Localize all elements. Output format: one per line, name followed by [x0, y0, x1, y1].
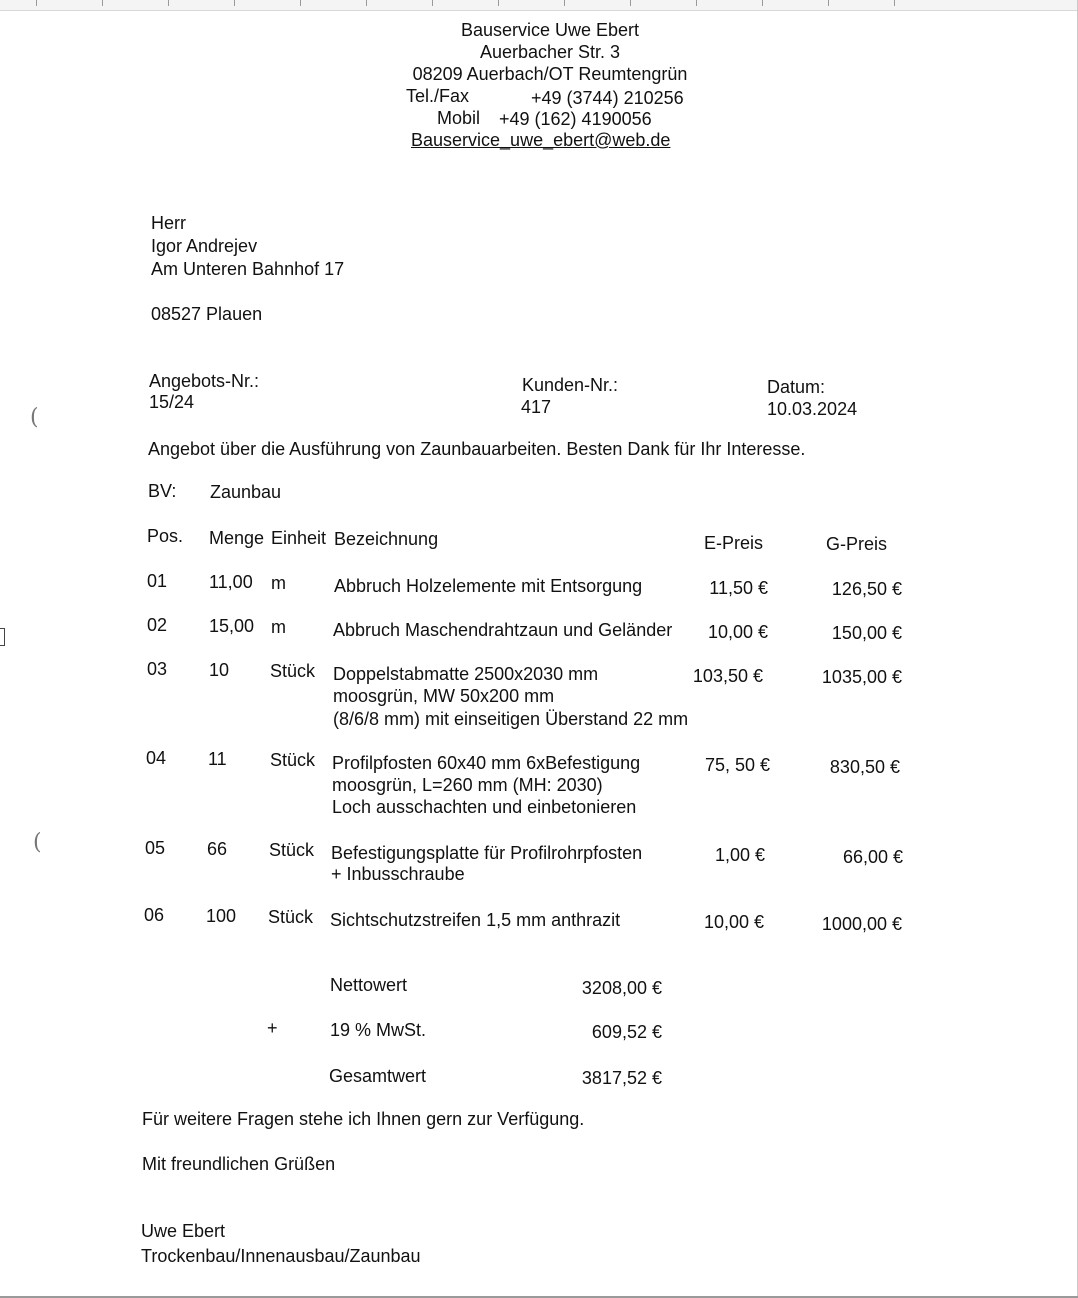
- project-value: Zaunbau: [210, 482, 282, 502]
- row-unit-price: 11,50 €: [709, 578, 768, 598]
- page-ruler: [0, 0, 1078, 11]
- gross-value: 3817,52 €: [581, 1068, 662, 1088]
- ruler-tick: [36, 0, 37, 6]
- row-qty: 11: [208, 749, 227, 769]
- row-unit-price: 1,00 €: [714, 845, 765, 865]
- tel-number: +49 (3744) 210256: [531, 88, 684, 108]
- vat-plus-sign: +: [267, 1018, 278, 1038]
- page-side-marker: [0, 628, 5, 646]
- row-unit-price: 103,50 €: [692, 666, 763, 686]
- gross-label: Gesamtwert: [329, 1066, 427, 1086]
- ruler-tick: [432, 0, 433, 6]
- ruler-tick: [564, 0, 565, 6]
- scan-artifact-mark: (: [30, 405, 39, 430]
- row-qty: 15,00: [209, 616, 255, 636]
- row-unit: Stück: [269, 840, 315, 860]
- row-qty: 66: [207, 839, 228, 859]
- project-label: BV:: [148, 481, 177, 501]
- row-total-price: 1000,00 €: [821, 914, 902, 934]
- row-desc-line: Doppelstabmatte 2500x2030 mm: [333, 664, 599, 684]
- row-pos: 04: [146, 748, 167, 768]
- vat-label: 19 % MwSt.: [330, 1020, 427, 1040]
- header-unit-price: E-Preis: [704, 533, 764, 553]
- row-unit: Stück: [268, 907, 314, 927]
- row-desc-line: Loch ausschachten und einbetonieren: [332, 797, 637, 817]
- ruler-tick: [498, 0, 499, 6]
- header-total-price: G-Preis: [826, 534, 888, 554]
- date-value: 10.03.2024: [767, 399, 858, 419]
- recipient-salutation: Herr: [151, 213, 186, 233]
- row-unit: m: [271, 617, 286, 637]
- vat-value: 609,52 €: [591, 1022, 662, 1042]
- ruler-tick: [168, 0, 169, 6]
- ruler-tick: [828, 0, 829, 6]
- row-unit: Stück: [270, 661, 316, 681]
- row-qty: 10: [209, 660, 230, 680]
- company-city: 08209 Auerbach/OT Reumtengrün: [412, 64, 688, 84]
- row-pos: 03: [147, 659, 168, 679]
- row-total-price: 1035,00 €: [821, 667, 902, 687]
- row-desc-line: moosgrün, MW 50x200 mm: [333, 686, 555, 706]
- row-unit-price: 10,00 €: [703, 912, 764, 932]
- row-desc-line: Abbruch Holzelemente mit Entsorgung: [334, 576, 643, 596]
- row-desc-line: Sichtschutzstreifen 1,5 mm anthrazit: [330, 910, 621, 930]
- ruler-tick: [300, 0, 301, 6]
- header-pos: Pos.: [147, 526, 184, 546]
- row-unit: Stück: [270, 750, 316, 770]
- intro-text: Angebot über die Ausführung von Zaunbauarbeiten. Besten Dank für Ihr Interesse.: [148, 439, 806, 459]
- sender-name: Uwe Ebert: [141, 1221, 226, 1241]
- row-unit: m: [271, 573, 286, 593]
- row-qty: 11,00: [209, 572, 253, 592]
- header-unit: Einheit: [271, 528, 327, 548]
- recipient-street: Am Unteren Bahnhof 17: [151, 259, 345, 279]
- customer-number-value: 417: [521, 397, 552, 417]
- row-desc-line: Abbruch Maschendrahtzaun und Geländer: [333, 620, 673, 640]
- offer-number-label: Angebots-Nr.:: [149, 371, 260, 391]
- row-desc-line: + Inbusschraube: [331, 864, 465, 884]
- row-qty: 100: [206, 906, 237, 926]
- row-total-price: 66,00 €: [842, 847, 903, 867]
- customer-number-label: Kunden-Nr.:: [522, 375, 619, 395]
- net-label: Nettowert: [330, 975, 408, 995]
- ruler-tick: [696, 0, 697, 6]
- row-pos: 06: [144, 905, 165, 925]
- net-value: 3208,00 €: [581, 978, 662, 998]
- offer-number-value: 15/24: [149, 392, 195, 412]
- row-desc-line: Profilpfosten 60x40 mm 6xBefestigung: [332, 753, 641, 773]
- email-link[interactable]: Bauservice_uwe_ebert@web.de: [411, 130, 671, 150]
- row-desc-line: moosgrün, L=260 mm (MH: 2030): [332, 775, 603, 795]
- ruler-tick: [366, 0, 367, 6]
- header-qty: Menge: [209, 528, 265, 548]
- row-unit-price: 75, 50 €: [704, 755, 770, 775]
- ruler-tick: [102, 0, 103, 6]
- row-unit-price: 10,00 €: [707, 622, 768, 642]
- mobile-number: +49 (162) 4190056: [499, 109, 652, 129]
- closing-greeting: Mit freundlichen Grüßen: [142, 1154, 336, 1174]
- date-label: Datum:: [767, 377, 826, 397]
- scan-artifact-mark: (: [33, 830, 42, 855]
- tel-label: Tel./Fax: [406, 86, 470, 106]
- sender-role: Trockenbau/Innenausbau/Zaunbau: [141, 1246, 421, 1266]
- row-desc-line: Befestigungsplatte für Profilrohrpfosten: [331, 843, 643, 863]
- ruler-tick: [234, 0, 235, 6]
- ruler-tick: [762, 0, 763, 6]
- row-pos: 05: [145, 838, 166, 858]
- ruler-tick: [630, 0, 631, 6]
- row-pos: 02: [147, 615, 168, 635]
- mobile-label: Mobil: [437, 108, 481, 128]
- header-desc: Bezeichnung: [334, 529, 439, 549]
- row-desc-line: (8/6/8 mm) mit einseitigen Überstand 22 mm: [333, 709, 689, 729]
- company-street: Auerbacher Str. 3: [479, 42, 621, 62]
- row-pos: 01: [147, 571, 168, 591]
- ruler-tick: [894, 0, 895, 6]
- row-total-price: 126,50 €: [831, 579, 902, 599]
- company-name: Bauservice Uwe Ebert: [460, 20, 640, 40]
- recipient-name: Igor Andrejev: [151, 236, 258, 256]
- closing-questions: Für weitere Fragen stehe ich Ihnen gern zur Verfügung.: [142, 1109, 585, 1129]
- row-total-price: 150,00 €: [831, 623, 902, 643]
- recipient-city: 08527 Plauen: [151, 304, 263, 324]
- row-total-price: 830,50 €: [829, 757, 900, 777]
